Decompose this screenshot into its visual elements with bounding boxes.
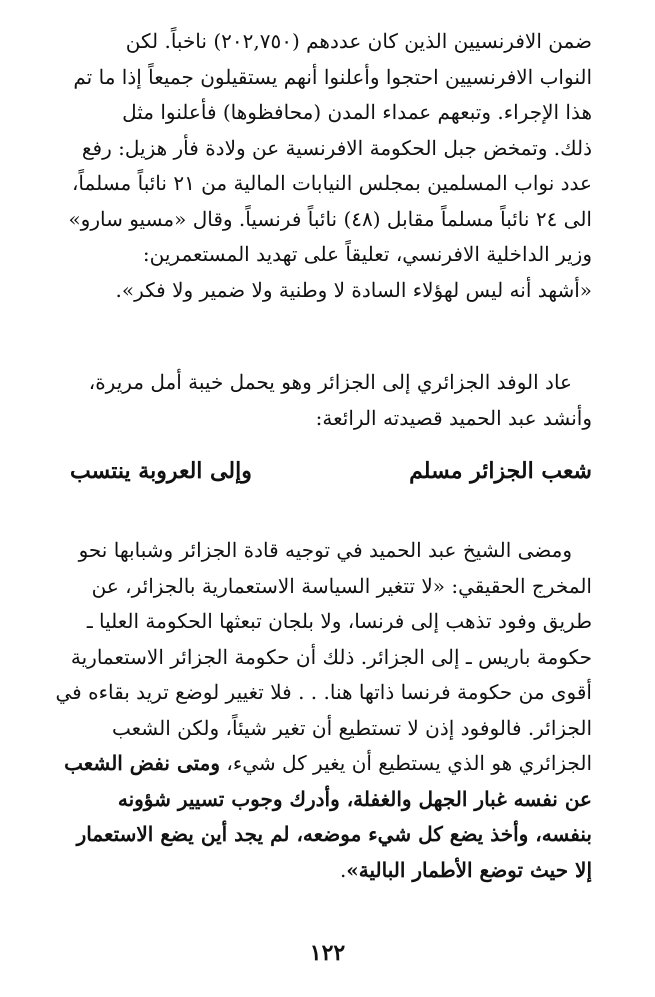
bold-text-line: بنفسه، وأخذ يضع كل شيء موضعه، لم يجد أين يضع الاستعمار — [76, 822, 592, 846]
bold-text-span: إلا حيث توضع الأطمار البالية» — [346, 857, 592, 882]
text-line — [40, 746, 592, 782]
text-line: الى ٢٤ نائباً مسلماً مقابل (٤٨) نائباً فرنسياً. وقال «مسيو سارو» — [68, 206, 592, 231]
text-line: ذلك. وتمخض جبل الحكومة الافرنسية عن ولادة فأر هزيل: رفع — [81, 135, 592, 160]
text-line: ضمن الافرنسيين الذين كان عددهم (٢٠٢,٧٥٠) ناخباً. لكن — [125, 29, 592, 53]
verse-hemistich-1: شعب الجزائر مسلم — [409, 458, 592, 484]
bold-text-span: ومتى نفض الشعب — [64, 751, 221, 775]
text-line: وزير الداخلية الافرنسي، تعليقاً على تهديد المستعمرين: — [142, 242, 592, 266]
text-line: هذا الإجراء. وتبعهم عمداء المدن (محافظوها) فأعلنوا مثل — [122, 100, 592, 124]
text-line: عاد الوفد الجزائري إلى الجزائر وهو يحمل خيبة أمل مريرة، — [88, 370, 572, 394]
paragraph-3 — [40, 533, 592, 888]
text-span: الجزائري هو الذي يستطيع أن يغير كل شيء، — [220, 751, 592, 775]
paragraph-2 — [40, 365, 592, 436]
paragraph-1 — [40, 24, 592, 308]
page-number: ١٢٢ — [309, 940, 346, 966]
bold-text-line: عن نفسه غبار الجهل والغفلة، وأدرك وجوب تسيير شؤونه — [117, 786, 592, 811]
text-line: طريق وفود تذهب إلى فرنسا، ولا بلجان تبعثها الحكومة العليا ـ — [86, 609, 592, 633]
text-line: عدد نواب المسلمين بمجلس النيابات المالية من ٢١ نائباً مسلماً، — [71, 171, 592, 195]
text-line: «أشهد أنه ليس لهؤلاء السادة لا وطنية ولا ضمير ولا فكر». — [115, 277, 592, 302]
text-line: النواب الافرنسيين احتجوا وأعلنوا أنهم يستقيلون جميعاً إذا ما تم — [73, 64, 592, 89]
text-line: وأنشد عبد الحميد قصيدته الرائعة: — [315, 405, 592, 430]
poem-verse — [70, 458, 592, 498]
text-line — [40, 853, 592, 889]
text-line: أقوى من حكومة فرنسا ذاتها هنا. . . فلا تغيير لوضع تريد بقاءه في — [55, 680, 592, 704]
verse-hemistich-2: وإلى العروبة ينتسب — [70, 458, 252, 484]
text-line: حكومة باريس ـ إلى الجزائر. ذلك أن حكومة الجزائر الاستعمارية — [70, 644, 592, 669]
text-line: المخرج الحقيقي: «لا تتغير السياسة الاستعمارية بالجزائر، عن — [91, 573, 592, 598]
text-line: الجزائر. فالوفود إذن لا تستطيع أن تغير شيئاً، ولكن الشعب — [112, 715, 592, 740]
text-span: . — [339, 857, 347, 882]
text-line: ومضى الشيخ عبد الحميد في توجيه قادة الجزائر وشبابها نحو — [78, 538, 572, 562]
